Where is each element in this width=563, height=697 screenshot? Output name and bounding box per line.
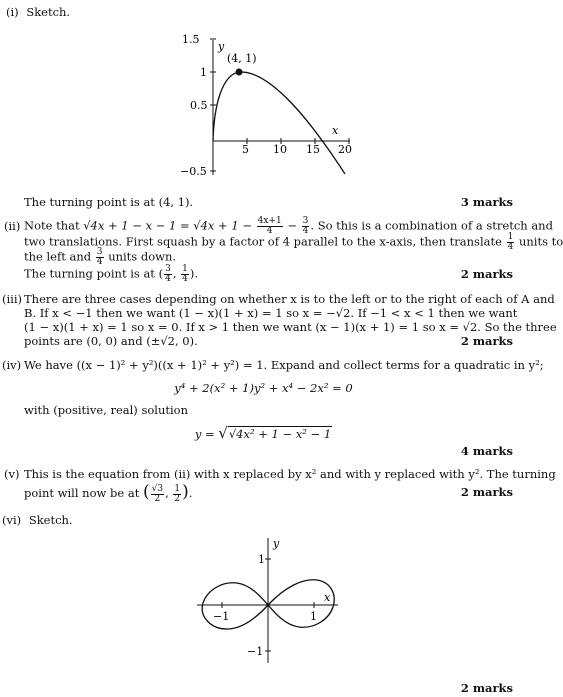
- part-i-intro: Sketch.: [26, 5, 71, 19]
- graph-vi-xlabel-neg1: −1: [213, 610, 230, 623]
- part-v-label: (v): [4, 467, 20, 481]
- graph-vi-ylabel-1: 1: [258, 553, 265, 566]
- graph-i-ylabel-1: 1: [200, 66, 207, 79]
- graph-i-ylabel-neg: −0.5: [180, 165, 207, 178]
- part-iv-line-2: with (positive, real) solution: [24, 403, 188, 417]
- graph-i-xlabel-5: 5: [242, 143, 249, 156]
- part-ii-line-3: the left and $\frac{3}{4}$ units down.: [24, 247, 177, 267]
- part-iv-line-1: We have ((x − 1)² + y²)((x + 1)² + y²) = 1. Expand and collect terms for a quadratic in y²;: [24, 358, 544, 372]
- part-vi-intro: Sketch.: [28, 513, 73, 527]
- graph-vi: [195, 535, 345, 670]
- graph-i-x-axis-label: x: [332, 124, 339, 137]
- part-v-line-1: This is the equation from (ii) with x replaced by x² and with y replaced with y². The turning: [24, 467, 556, 481]
- graph-i-y-axis-label: y: [218, 40, 225, 53]
- graph-i-curve: [213, 72, 345, 174]
- part-iv-equation-1: y⁴ + 2(x² + 1)y² + x⁴ − 2x² = 0: [174, 381, 353, 395]
- part-v-line-2: point will now be at ( $\frac{√3}{2}$ , $\frac{1}{2}$ ).: [24, 482, 193, 504]
- part-ii-line-2: two translations. First squash by a factor of 4 parallel to the x-axis, then translate $\frac{1}{4}$ units to: [24, 232, 563, 252]
- part-iv-equation-2: y = √√4x² + 1 − x² − 1: [194, 424, 332, 442]
- part-i-label: (i): [6, 5, 19, 19]
- graph-vi-x-axis-label: x: [324, 591, 331, 604]
- part-vi-marks: 2 marks: [460, 681, 513, 695]
- part-vi-heading: [2, 513, 73, 527]
- part-iii-marks: 2 marks: [460, 334, 513, 348]
- graph-i-ylabel-1-5: 1.5: [182, 33, 200, 46]
- part-iv-label: (iv): [2, 358, 22, 372]
- part-vi-label: (vi): [2, 513, 22, 527]
- graph-i-xlabel-10: 10: [273, 143, 287, 156]
- graph-vi-y-axis-label: y: [273, 537, 280, 550]
- part-iii-line-3: (1 − x)(1 + x) = 1 so x = 0. If x > 1 then we want (x − 1)(x + 1) = 1 so x = √2. So the three: [24, 320, 557, 334]
- graph-vi-xlabel-1: 1: [310, 610, 317, 623]
- part-ii-result: The turning point is at ( $\frac{3}{4}$ , $\frac{1}{4}$ ).: [24, 264, 199, 284]
- graph-i: [180, 30, 360, 180]
- graph-i-xlabel-20: 20: [338, 143, 352, 156]
- part-ii-marks: 2 marks: [460, 267, 513, 281]
- part-ii-label: (ii): [4, 219, 21, 233]
- graph-i-turning-point: [236, 69, 243, 76]
- part-iii-line-4: points are (0, 0) and (±√2, 0).: [24, 334, 198, 348]
- part-iii-line-1: There are three cases depending on whether x is to the left or to the right of each of A and: [24, 292, 555, 306]
- part-iv-marks: 4 marks: [460, 444, 513, 458]
- graph-i-ylabel-0-5: 0.5: [190, 99, 208, 112]
- graph-i-xlabel-15: 15: [306, 143, 320, 156]
- part-i-result: The turning point is at (4, 1).: [24, 195, 194, 209]
- part-i-heading: [6, 5, 70, 19]
- part-iii-label: (iii): [2, 292, 23, 306]
- part-v-marks: 2 marks: [460, 485, 513, 499]
- part-iii-line-2: B. If x < −1 then we want (1 − x)(1 + x) = 1 so x = −√2. If −1 < x < 1 then we want: [24, 306, 518, 320]
- graph-i-point-label: (4, 1): [227, 52, 257, 65]
- part-ii-line-1: Note that √4x + 1 − x − 1 = √4x + 1 − $\frac{4x+1}{4}$ − $\frac{3}{4}$ . So this is a combination of a stretch and: [24, 216, 553, 236]
- part-i-marks: 3 marks: [460, 195, 513, 209]
- graph-vi-ylabel-neg1: −1: [247, 645, 264, 658]
